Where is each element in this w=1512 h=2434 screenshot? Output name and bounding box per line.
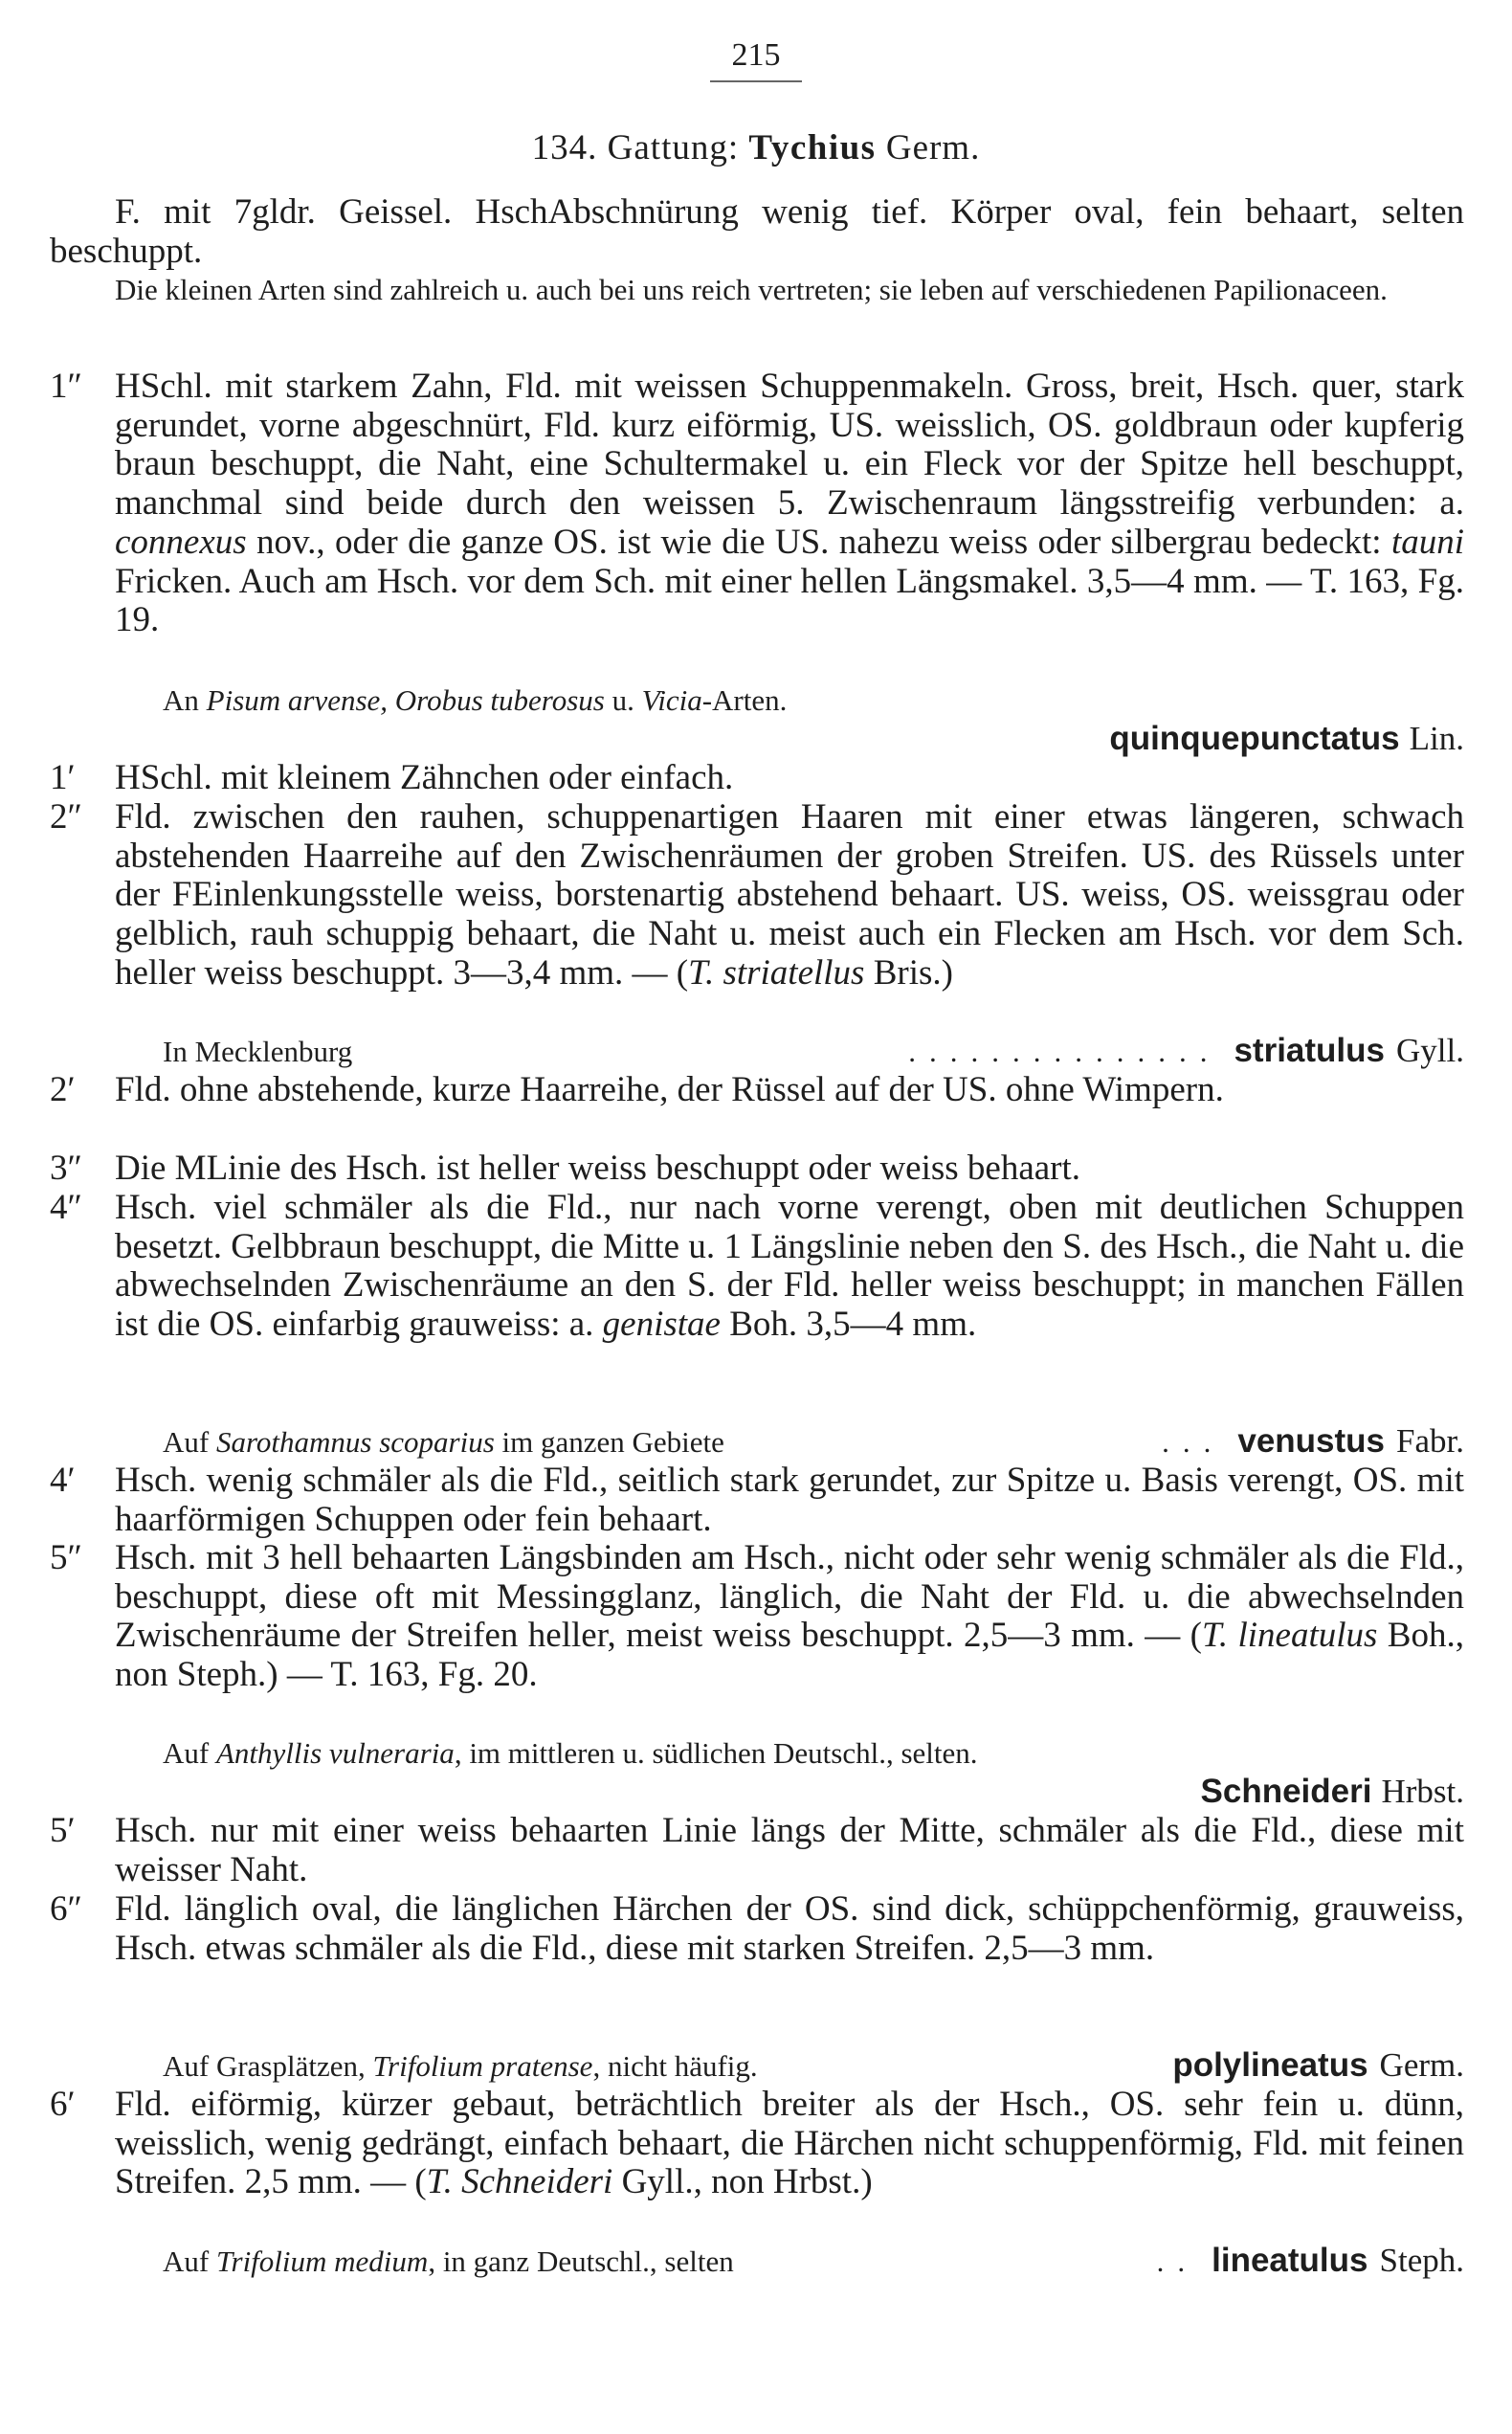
synonym-name: T. lineatulus [1202,1616,1378,1656]
host-plant-line [163,2242,1464,2282]
key-text: Hsch. wenig schmäler als die Fld., seitlich stark gerundet, zur Spitze u. Basis verengt, OS. mit haarförmigen Schuppen oder fein behaart. [115,1461,1464,1539]
host-text-part: -Arten. [701,683,788,717]
host-text-part: , in ganz Deutschl., selten [428,2244,734,2278]
host-plant-text [163,1734,978,1774]
host-plant-name: Pisum arvense, Orobus tuberosus [206,683,605,717]
key-text [115,1189,1464,1345]
key-entry-2a [50,798,1464,994]
key-text: Die MLinie des Hsch. ist heller weiss beschuppt oder weiss behaart. [115,1149,1081,1188]
key-text-part: Bris.) [864,952,953,993]
genus-author: Germ. [876,128,981,167]
species-author: Steph. [1379,2242,1464,2279]
key-entry-5a [50,1539,1464,1695]
key-entry-1b [50,759,1464,798]
key-entry-6b [50,2086,1464,2202]
key-number: 1″ [50,367,82,406]
host-plant-text [163,2047,758,2087]
intro-paragraph-2: Die kleinen Arten sind zahlreich u. auch bei uns reich vertreten; sie leben auf verschiedenen Papilionaceen. [115,273,1388,307]
leader-dots: .. [1156,2244,1199,2278]
key-entry-6a [50,1890,1464,1968]
key-number: 4′ [50,1461,76,1500]
host-plant-line [163,1734,1464,1774]
leader-dots: ............... [908,1035,1221,1068]
key-entry-3a [50,1150,1464,1189]
host-text-part: , nicht häufig. [592,2049,758,2083]
intro-text [50,193,1464,310]
key-text [115,368,1464,640]
host-text-part: u. [604,683,642,717]
key-text-part: Fld. eiförmig, kürzer gebaut, beträchtlich breiter als der Hsch., OS. sehr fein u. dünn, weisslich, wenig gedrängt, einfach behaart, die Härchen nicht schuppenförmig, Fld. mit feinen Streifen. 2,5 mm. — ( [115,2085,1464,2202]
species-name: Schneideri [1200,1773,1372,1810]
key-entry-4b [50,1462,1464,1539]
heading-prefix: 134. Gattung: [531,128,749,167]
key-text-part: Hsch. viel schmäler als die Fld., nur nach vorne verengt, oben mit deutlichen Schuppen besetzt. Gelbbraun beschuppt, die Mitte u. 1 Längslinie neben den S. des Hsch., die Naht u. die abwechselnden Zwischenräume an den S. der Fld. heller weiss beschuppt; in manchen Fällen ist die OS. einfarbig grauweiss: a. [115,1188,1464,1345]
host-plant-line [163,1032,1464,1072]
host-plant-line [163,1422,1464,1463]
host-text-part: , im mittleren u. südlichen Deutschl., selten. [454,1736,978,1770]
host-plant-name: Sarothamnus scoparius [215,1425,495,1459]
host-plant-line [163,2046,1464,2087]
key-entry-4a [50,1189,1464,1345]
key-number: 4″ [50,1188,82,1227]
species-line [1109,720,1464,759]
key-number: 3″ [50,1149,82,1188]
synonym-name: T. Schneideri [426,2162,613,2202]
key-text-part: Fricken. Auch am Hsch. vor dem Sch. mit einer hellen Längsmakel. 3,5—4 mm. — T. 163, Fg. 19. [115,561,1464,640]
key-number: 2′ [50,1070,76,1109]
species-name: polylineatus [1172,2046,1368,2084]
host-plant-text [163,2243,734,2282]
key-text-part: Gyll., non Hrbst.) [612,2162,873,2202]
key-number: 5″ [50,1538,82,1577]
genus-name: Tychius [748,128,877,167]
host-plant-name: Vicia [641,683,702,717]
synonym-name: T. striatellus [688,952,865,993]
host-plant-text [163,1423,724,1463]
key-entry-1a [50,368,1464,640]
key-text: HSchl. mit kleinem Zähnchen oder einfach. [115,758,734,797]
key-entry-5b [50,1812,1464,1889]
key-text: Fld. länglich oval, die länglichen Härchen der OS. sind dick, schüppchenförmig, grauweiss, Hsch. etwas schmäler als die Fld., diese mit starken Streifen. 2,5—3 mm. [115,1889,1464,1968]
variety-name: tauni [1390,522,1464,562]
key-text [115,2086,1464,2202]
host-text-part: Auf [163,1736,216,1770]
variety-name: genistae [602,1305,721,1345]
key-text: Fld. ohne abstehende, kurze Haarreihe, der Rüssel auf der US. ohne Wimpern. [115,1070,1224,1109]
species-name: lineatulus [1212,2242,1368,2279]
species-name: quinquepunctatus [1109,720,1400,757]
key-number: 1′ [50,758,76,797]
host-plant-line [163,681,1464,721]
key-text-part: HSchl. mit starkem Zahn, Fld. mit weissen Schuppenmakeln. Gross, breit, Hsch. quer, stark gerundet, vorne abgeschnürt, Fld. kurz eiförmig, US. weisslich, OS. goldbraun oder kupferig braun beschuppt, die Naht, eine Schultermakel u. ein Fleck vor der Spitze hell beschuppt, manchmal sind beide durch den weissen 5. Zwischenraum längsstreifig verbunden: a. [115,367,1464,524]
species-author: Fabr. [1396,1422,1464,1460]
key-text-part: Hsch. mit 3 hell behaarten Längsbinden am Hsch., nicht oder sehr wenig schmäler als die Fld., beschuppt, diese oft mit Messingglanz, länglich, die Naht der Fld. u. die abwechselnden Zwischenräume der Streifen heller, meist weiss beschuppt. 2,5—3 mm. — ( [115,1538,1464,1656]
key-text-part: nov., oder die ganze OS. ist wie die US. nahezu weiss oder silbergrau bedeckt: [246,522,1391,562]
intro-paragraph-1: F. mit 7gldr. Geissel. HschAbschnürung wenig tief. Körper oval, fein behaart, selten beschuppt. [50,192,1464,271]
species-author: Germ. [1379,2046,1464,2084]
key-text-part: Boh., non Steph.) — T. 163, Fg. 20. [115,1616,1464,1695]
species-line [1201,1773,1464,1812]
host-text-part: An [163,683,207,717]
host-text-part: Auf [163,2244,216,2278]
host-text-part: Auf [163,1425,216,1459]
host-plant-name: Anthyllis vulneraria [215,1736,455,1770]
page-number-rule [710,80,802,82]
key-number: 6″ [50,1889,82,1929]
host-text-part: im ganzen Gebiete [494,1425,724,1459]
key-text [115,798,1464,994]
host-plant-text [163,681,787,721]
page-number: 215 [731,37,781,73]
key-text: Hsch. nur mit einer weiss behaarten Linie längs der Mitte, schmäler als die Fld., diese mit weisser Naht. [115,1811,1464,1889]
species-name: venustus [1237,1422,1386,1460]
key-number: 5′ [50,1811,76,1850]
leader-dots: ... [1162,1425,1225,1459]
host-plant-name: Trifolium medium [215,2244,429,2278]
genus-heading [0,129,1512,168]
species-author: Lin. [1409,720,1464,757]
key-number: 6′ [50,2085,76,2124]
host-plant-name: Trifolium pratense [372,2049,593,2083]
key-text [115,1539,1464,1695]
key-number: 2″ [50,797,82,837]
key-entry-2b [50,1071,1464,1110]
locality-text: In Mecklenburg [163,1035,353,1068]
variety-name: connexus [115,522,247,562]
species-author: Gyll. [1396,1032,1464,1069]
species-author: Hrbst. [1381,1773,1464,1810]
key-text-part: Fld. zwischen den rauhen, schuppenartigen Haaren mit einer etwas längeren, schwach abstehenden Haarreihe auf den Zwischenräumen der groben Streifen. US. des Rüssels unter der FEinlenkungsstelle weiss, borstenartig abstehend behaart. US. weiss, OS. weissgrau oder gelblich, rauh schuppig behaart, die Naht u. meist auch ein Flecken am Hsch. vor dem Sch. heller weiss beschuppt. 3—3,4 mm. — ( [115,797,1464,993]
species-name: striatulus [1234,1032,1386,1069]
host-text-part: Auf Grasplätzen, [163,2049,373,2083]
key-text-part: Boh. 3,5—4 mm. [720,1305,977,1345]
